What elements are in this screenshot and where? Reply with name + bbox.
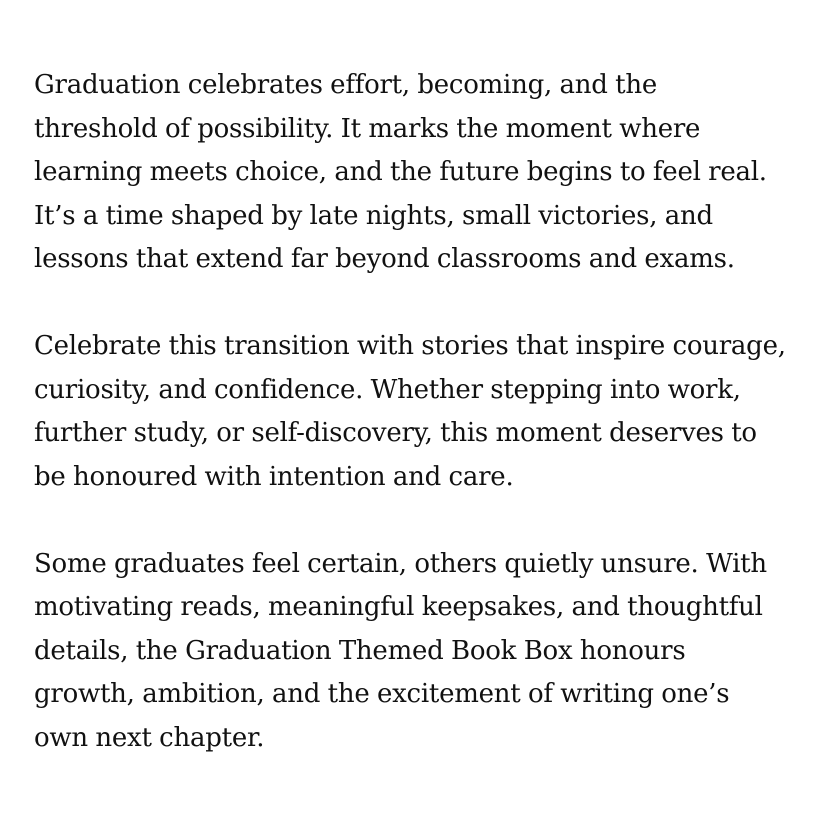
text-line: Celebrate this transition with stories that inspire courage, xyxy=(34,331,786,361)
text-line: own next chapter. xyxy=(34,722,265,753)
text-line: growth, ambition, and the excitement of writing one’s xyxy=(34,679,730,709)
paragraph-book-box xyxy=(34,543,824,761)
text-line: threshold of possibility. It marks the moment where xyxy=(34,113,701,144)
description-text xyxy=(34,64,824,760)
text-line: motivating reads, meaningful keepsakes, and thoughtful xyxy=(34,592,763,622)
text-line: Graduation celebrates effort, becoming, and the xyxy=(34,70,657,100)
text-line: Some graduates feel certain, others quietly unsure. With xyxy=(34,548,767,579)
text-line: be honoured with intention and care. xyxy=(34,461,514,492)
text-line: curiosity, and confidence. Whether stepping into work, xyxy=(34,374,741,405)
text-line: lessons that extend far beyond classrooms and exams. xyxy=(34,244,735,274)
text-line: It’s a time shaped by late nights, small victories, and xyxy=(34,200,713,231)
text-line: further study, or self-discovery, this moment deserves to xyxy=(34,418,757,448)
text-line: learning meets choice, and the future begins to feel real. xyxy=(34,157,767,187)
paragraph-celebrate xyxy=(34,325,824,499)
text-line: details, the Graduation Themed Book Box honours xyxy=(34,635,686,666)
paragraph-intro xyxy=(34,64,824,282)
